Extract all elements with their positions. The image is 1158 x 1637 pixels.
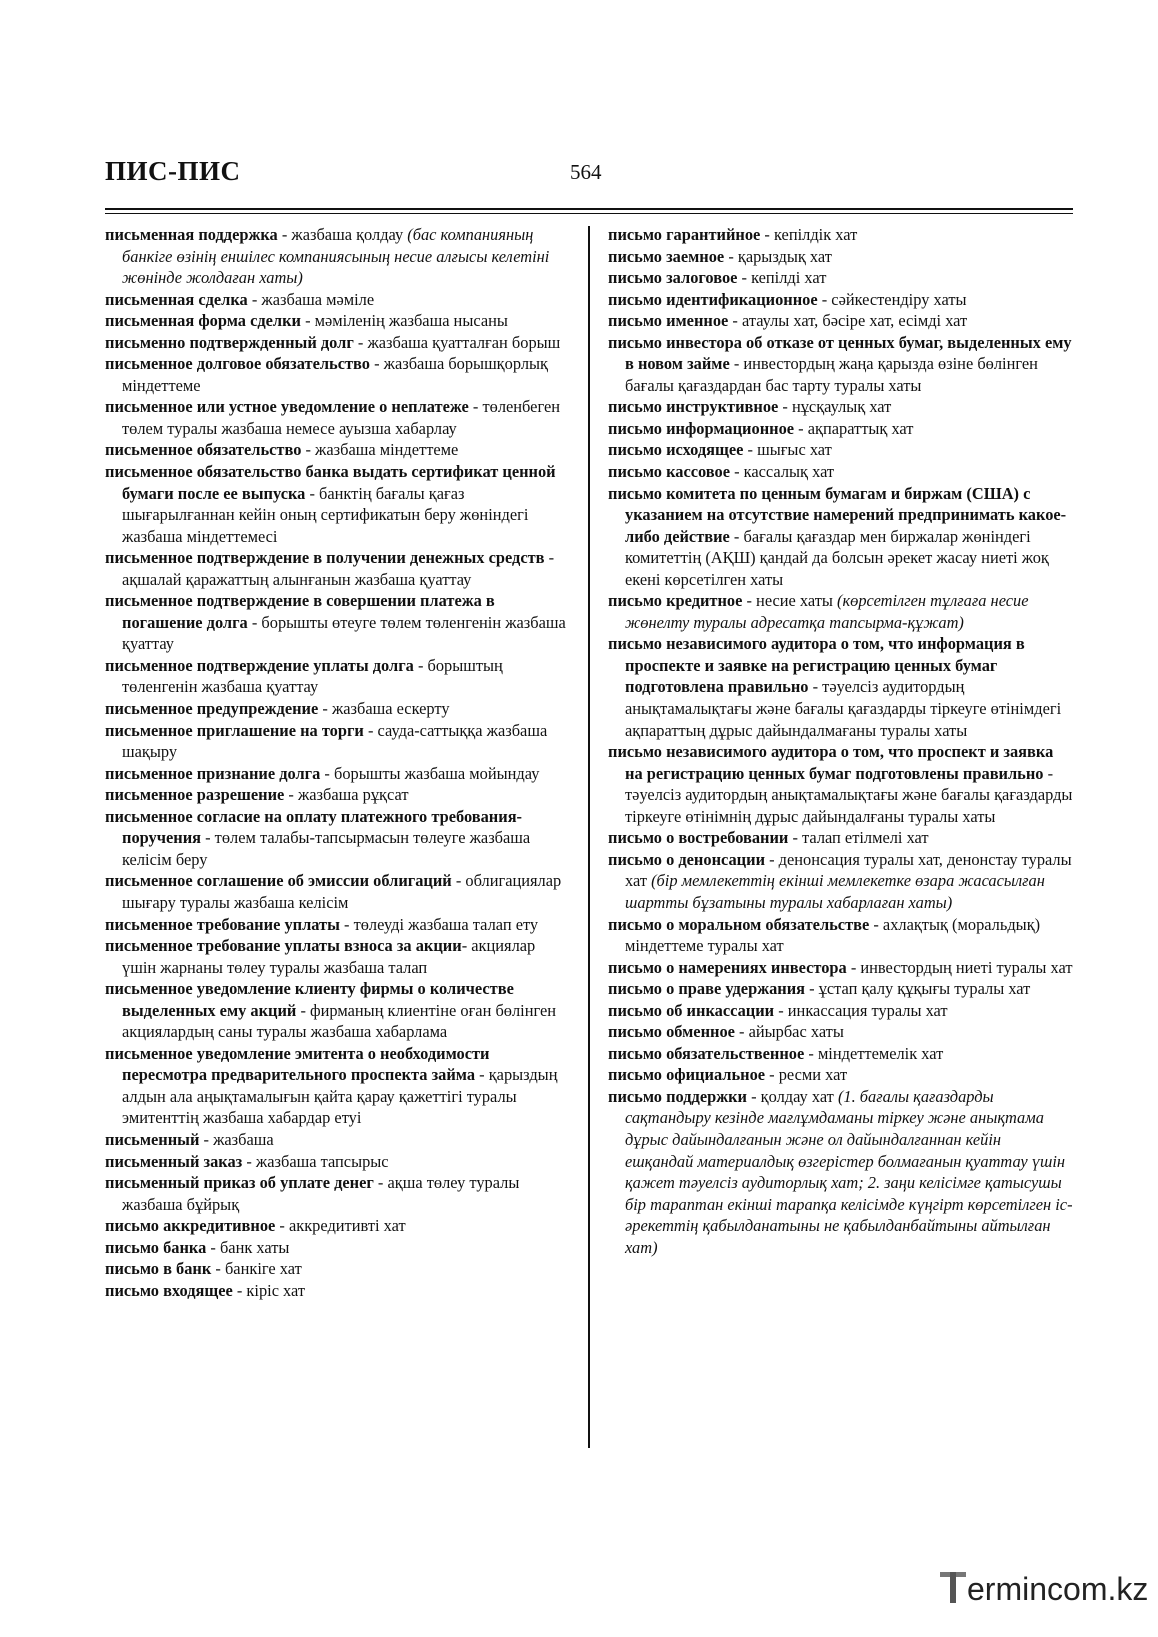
- entry-separator: -: [743, 440, 758, 460]
- entry-term: письмо независимого аудитора о том, что проспект и заявка на регистрацию ценных бумаг подготовлены правильно: [608, 742, 1054, 783]
- dictionary-entry: [105, 1043, 570, 1129]
- dictionary-entry: [608, 332, 1073, 397]
- dictionary-entry: [105, 935, 570, 978]
- entry-term: письмо комитета по ценным бумагам и биржам (США) с указанием на отсутствие намерений предпринимать какое-либо действие: [608, 483, 1067, 546]
- entry-term: письмо исходящее: [608, 440, 744, 460]
- dictionary-entry: [608, 1064, 1073, 1086]
- entry-definition: аккредитивті хат: [288, 1216, 406, 1236]
- entry-term: письмо обменное: [608, 1022, 735, 1042]
- entry-separator: -: [746, 1086, 761, 1106]
- dictionary-entry: [608, 439, 1073, 461]
- entry-term: письменное признание долга: [105, 763, 321, 783]
- entry-definition: борыштың төленгенін жазбаша қуаттау: [122, 655, 503, 697]
- entry-term: письмо о моральном обязательстве: [608, 914, 870, 934]
- entry-definition: ақша төлеу туралы жазбаша бұйрық: [122, 1173, 520, 1214]
- entry-term: письменный приказ об уплате денег: [105, 1173, 374, 1193]
- entry-definition: шығыс хат: [757, 440, 832, 460]
- entry-term: письмо кассовое: [608, 462, 731, 482]
- entry-definition: ахлақтық (моральдық) міндеттеме туралы хат: [625, 914, 1041, 956]
- dictionary-entry: [608, 267, 1073, 289]
- entry-definition: жазбаша мәміле: [261, 289, 375, 309]
- entry-term: письменное обязательство: [105, 440, 302, 460]
- entry-term: письменная форма сделки: [105, 311, 301, 331]
- entry-definition: жазбаша: [213, 1129, 274, 1149]
- dictionary-entry: [608, 310, 1073, 332]
- entry-separator: -: [301, 440, 316, 460]
- entry-definition: төлеуді жазбаша талап ету: [353, 914, 539, 934]
- dictionary-entry: [608, 461, 1073, 483]
- dictionary-entry: [608, 1021, 1073, 1043]
- dictionary-entry: [608, 957, 1073, 979]
- dictionary-entry: [105, 1237, 570, 1259]
- entry-separator: -: [737, 268, 752, 288]
- entry-definition: сәйкестендіру хаты: [831, 289, 967, 309]
- dictionary-entry: [105, 1151, 570, 1173]
- dictionary-entry: [105, 439, 570, 461]
- dictionary-entry: [105, 655, 570, 698]
- entry-term: письменный заказ: [105, 1151, 243, 1171]
- dictionary-entry: [608, 827, 1073, 849]
- dictionary-entry: [608, 418, 1073, 440]
- entry-term: письмо об инкассации: [608, 1000, 775, 1020]
- dictionary-entry: [105, 914, 570, 936]
- entry-term: письменное согласие на оплату платежного требования-поручения: [105, 806, 523, 848]
- entry-term: письменное приглашение на торги: [105, 720, 364, 740]
- entry-separator: -: [774, 1000, 788, 1020]
- entry-separator: -: [760, 225, 774, 244]
- dictionary-entry: [105, 289, 570, 311]
- dictionary-entry: [105, 763, 570, 785]
- entry-term: письменное уведомление эмитента о необходимости пересмотра предварительного проспекта займа: [105, 1043, 490, 1085]
- entry-term: письмо инвестора об отказе от ценных бумаг, выделенных ему в новом займе: [608, 332, 1072, 374]
- entry-separator: -: [461, 936, 472, 956]
- entry-definition: айырбас хаты: [748, 1022, 844, 1042]
- entry-separator: -: [544, 548, 555, 568]
- entry-definition: қарыздың алдын ала аңықтамалығын қайта қарау қажеттігі туралы эмитенттің жазбаша хабардар етуі: [122, 1065, 558, 1128]
- entry-separator: -: [211, 1259, 225, 1279]
- entry-separator: -: [247, 612, 262, 632]
- entry-term: письменно подтвержденный долг: [105, 332, 354, 352]
- entry-term: письмо обязательственное: [608, 1043, 805, 1063]
- dictionary-entry: [105, 224, 570, 289]
- entry-separator: -: [320, 763, 334, 783]
- dictionary-entry: [608, 483, 1073, 591]
- column-divider: [588, 226, 590, 1448]
- entry-definition: кассалық хат: [743, 462, 835, 482]
- entry-separator: -: [729, 526, 744, 546]
- entry-separator: -: [247, 289, 262, 309]
- entry-definition: акциялар үшін жарнаны төлеу туралы жазбаша талап: [122, 936, 536, 977]
- entry-definition: облигациялар шығару туралы жазбаша келісім: [122, 871, 562, 912]
- left-column: [105, 224, 570, 1301]
- entry-definition: ұстап қалу құқығы туралы хат: [818, 979, 1031, 999]
- termincom-watermark: [940, 1570, 1148, 1614]
- entry-definition: ресми хат: [778, 1065, 848, 1085]
- entry-separator: -: [765, 1065, 779, 1085]
- entry-separator: -: [206, 1237, 220, 1257]
- entry-definition: қарыздық хат: [737, 246, 832, 266]
- entry-separator: -: [339, 914, 354, 934]
- entry-definition: мәміленің жазбаша нысаны: [314, 311, 508, 331]
- entry-term: письменное соглашение об эмиссии облигаций: [105, 871, 452, 891]
- entry-separator: -: [846, 957, 861, 977]
- dictionary-entry: [105, 1215, 570, 1237]
- entry-definition: денонсация туралы хат, денонстау туралы хат: [625, 849, 1072, 891]
- entry-separator: -: [817, 289, 832, 309]
- entry-term: письменное предупреждение: [105, 699, 319, 719]
- entry-term: письмо входящее: [105, 1280, 233, 1300]
- entry-term: письмо заемное: [608, 246, 725, 266]
- right-column: [608, 224, 1073, 1258]
- entry-term: письмо официальное: [608, 1065, 766, 1085]
- entry-term: письмо залоговое: [608, 268, 738, 288]
- dictionary-entry: [608, 1000, 1073, 1022]
- entry-definition: кепілдік хат: [773, 225, 858, 244]
- entry-note: (1. бағалы қағаздарды сақтандыру кезінде мағлұмдаманы тіркеу және анықтама дұрыс дайындалғанын және ол дайындалғаннан кейін ешқандай материалдық өзгерістер болмағанын қуаттау үшін қажет тәуелсіз аудиторлық хат; 2. заңи келісімге қатысушы бір тараптан екінші тарапқа келісімде күңгірт көрсетілген іс-әрекеттің қабылданатыны не қабылданбайтыны айтылған хат): [625, 1086, 1073, 1257]
- entry-separator: -: [284, 785, 298, 805]
- entry-definition: жазбаша міндеттеме: [315, 440, 459, 460]
- entry-note: (көрсетілген тұлғаға несие жөнелту туралы адресатқа тапсырма-құжат): [625, 591, 1029, 632]
- entry-separator: -: [413, 655, 428, 675]
- entry-definition: тәуелсіз аудитордың анықтамалықтағы және бағалы қағаздарды тіркеуге өтінімнің дұрыс дайындалғаны туралы хаты: [625, 785, 1073, 826]
- entry-term: письмо информационное: [608, 418, 795, 438]
- dictionary-entry: [105, 310, 570, 332]
- entry-separator: -: [788, 828, 803, 848]
- header-rule-thin: [105, 213, 1073, 214]
- entry-separator: -: [232, 1280, 247, 1300]
- entry-definition: нұсқаулық хат: [791, 397, 892, 417]
- dictionary-entry: [608, 978, 1073, 1000]
- entry-term: письмо кредитное: [608, 591, 743, 611]
- entry-definition: ақшалай қаражаттың алынғанын жазбаша қуаттау: [122, 569, 472, 589]
- entry-definition: міндеттемелік хат: [817, 1043, 944, 1063]
- entry-separator: -: [730, 462, 744, 482]
- entry-definition: төлем талабы-тапсырмасын төлеуге жазбаша келісім беру: [122, 828, 531, 869]
- entry-term: письмо банка: [105, 1237, 207, 1257]
- dictionary-entry: [608, 741, 1073, 827]
- entry-separator: -: [765, 849, 779, 869]
- entry-separator: -: [728, 311, 742, 331]
- entry-term: письменное или устное уведомление о неплатеже: [105, 397, 469, 417]
- entry-separator: -: [296, 1000, 311, 1020]
- entry-term: письмо в банк: [105, 1259, 212, 1279]
- entry-term: письменный: [105, 1129, 200, 1149]
- entry-definition: жазбаша ескерту: [331, 699, 450, 719]
- entry-separator: -: [373, 1173, 388, 1193]
- entry-separator: -: [301, 311, 315, 331]
- entry-separator: -: [242, 1151, 256, 1171]
- dictionary-entry: [608, 224, 1073, 246]
- entry-separator: -: [778, 397, 792, 417]
- entry-term: письменное требование уплаты взноса за акции: [105, 936, 462, 956]
- entry-term: письменное долговое обязательство: [105, 354, 370, 374]
- dictionary-entry: [105, 332, 570, 354]
- entry-definition: жазбаша қолдау: [291, 225, 408, 244]
- entry-definition: инкассация туралы хат: [787, 1000, 948, 1020]
- dictionary-entry: [105, 461, 570, 547]
- dictionary-entry: [105, 720, 570, 763]
- entry-definition: жазбаша борышқорлық міндеттеме: [122, 354, 548, 395]
- entry-definition: фирманың клиентіне оған бөлінген акциялардың саны туралы жазбаша хабарлама: [122, 1000, 557, 1042]
- entry-definition: ақпараттық хат: [807, 418, 914, 438]
- entry-definition: жазбаша қуатталған борыш: [367, 332, 561, 352]
- entry-note: (бас компанияның банкіге өзінің еншілес компаниясының несие алғысы келетіні жөнінде жолдаған хаты): [122, 225, 550, 288]
- dictionary-entry: [608, 289, 1073, 311]
- entry-separator: -: [451, 871, 466, 891]
- entry-separator: -: [201, 828, 215, 848]
- dictionary-entry: [608, 633, 1073, 741]
- entry-term: письмо инструктивное: [608, 397, 779, 417]
- dictionary-entry: [608, 849, 1073, 914]
- dictionary-entry: [105, 806, 570, 871]
- entry-definition: кепілді хат: [751, 268, 827, 288]
- entry-separator: -: [369, 354, 384, 374]
- dictionary-entry: [105, 396, 570, 439]
- entry-definition: атаулы хат, бәсіре хат, есімді хат: [741, 311, 968, 331]
- entry-definition: сауда-саттыққа жазбаша шақыру: [122, 720, 548, 762]
- dictionary-entry: [105, 1129, 570, 1151]
- entry-term: письменное подтверждение в совершении платежа в погашение долга: [105, 591, 495, 632]
- dictionary-entry: [105, 698, 570, 720]
- entry-separator: -: [808, 677, 823, 697]
- entry-term: письмо независимого аудитора о том, что информация в проспекте и заявке на регистрацию ценных бумаг подготовлена правильно: [608, 634, 1025, 697]
- dictionary-entry: [105, 1172, 570, 1215]
- entry-separator: -: [742, 591, 757, 611]
- entry-definition: тәуелсіз аудитордың анықтамалықтағы және бағалы қағаздарды тіркеуге өтінімдегі ақпараттың дұрыс дайындалмағаны туралы хаты: [625, 677, 1062, 740]
- entry-separator: -: [729, 354, 744, 374]
- entry-definition: қолдау хат: [760, 1086, 838, 1106]
- dictionary-entry: [608, 590, 1073, 633]
- entry-definition: инвестордың ниеті туралы хат: [860, 957, 1073, 977]
- entry-separator: -: [363, 720, 378, 740]
- dictionary-entry: [608, 396, 1073, 418]
- entry-definition: жазбаша тапсырыс: [255, 1151, 389, 1171]
- entry-term: письмо аккредитивное: [105, 1216, 276, 1236]
- dictionary-entry: [105, 547, 570, 590]
- entry-term: письмо гарантийное: [608, 225, 761, 244]
- entry-term: письмо именное: [608, 311, 729, 331]
- entry-definition: талап етілмелі хат: [802, 828, 929, 848]
- dictionary-entry: [105, 870, 570, 913]
- entry-separator: -: [869, 914, 883, 934]
- entry-definition: кіріс хат: [246, 1280, 306, 1300]
- entry-term: письмо идентификационное: [608, 289, 818, 309]
- entry-definition: банктің бағалы қағаз шығарылғаннан кейін оның сертификатын беру жөніндегі жазбаша міндеттемесі: [122, 483, 529, 546]
- watermark-domain: .kz: [1107, 1571, 1149, 1607]
- dictionary-entry: [608, 1086, 1073, 1258]
- termincom-t-logo-icon: [940, 1570, 966, 1604]
- entry-definition: жазбаша рұқсат: [297, 785, 409, 805]
- entry-definition: бағалы қағаздар мен биржалар жөніндегі комитеттің (АҚШ) қандай да болсын әрекет жасау ниеті жоқ екені көрсетілген хаты: [625, 526, 1049, 589]
- entry-separator: -: [805, 979, 819, 999]
- entry-term: письмо о праве удержания: [608, 979, 806, 999]
- entry-separator: -: [734, 1022, 749, 1042]
- dictionary-entry: [105, 1280, 570, 1302]
- entry-term: письменное подтверждение в получении денежных средств: [105, 548, 545, 568]
- entry-term: письмо поддержки: [608, 1086, 747, 1106]
- entry-separator: -: [318, 699, 332, 719]
- entry-separator: -: [277, 225, 292, 244]
- entry-term: письменное разрешение: [105, 785, 285, 805]
- entry-separator: -: [794, 418, 808, 438]
- entry-note: (бір мемлекеттің екінші мемлекетке өзара жасасылған шартты бұзатыны туралы хабарлаған хаты): [625, 871, 1045, 912]
- entry-term: письмо о востребовании: [608, 828, 789, 848]
- entry-definition: борышты өтеуге төлем төленгенін жазбаша қуаттау: [122, 612, 566, 654]
- dictionary-entry: [608, 246, 1073, 268]
- dictionary-entry: [105, 1258, 570, 1280]
- entry-separator: -: [475, 1065, 489, 1085]
- dictionary-entry: [105, 353, 570, 396]
- entry-definition: борышты жазбаша мойындау: [333, 763, 540, 783]
- entry-term: письменное требование уплаты: [105, 914, 340, 934]
- entry-term: письменное уведомление клиенту фирмы о количестве выделенных ему акций: [105, 979, 514, 1020]
- entry-separator: -: [468, 397, 483, 417]
- entry-term: письменное обязательство банка выдать сертификат ценной бумаги после ее выпуска: [105, 462, 556, 503]
- entry-separator: -: [804, 1043, 818, 1063]
- entry-term: письменная сделка: [105, 289, 248, 309]
- dictionary-entry: [105, 978, 570, 1043]
- entry-separator: -: [199, 1129, 214, 1149]
- entry-term: письменное подтверждение уплаты долга: [105, 655, 414, 675]
- dictionary-entry: [608, 914, 1073, 957]
- entry-separator: -: [305, 483, 320, 503]
- dictionary-entry: [105, 784, 570, 806]
- entry-definition: банкіге хат: [224, 1259, 302, 1279]
- entry-definition: банк хаты: [219, 1237, 290, 1257]
- entry-term: письмо о намерениях инвестора: [608, 957, 847, 977]
- dictionary-entry: [105, 590, 570, 655]
- header-title: ПИС-ПИС: [105, 156, 241, 186]
- header-rule-thick: [105, 208, 1073, 210]
- entry-term: письменная поддержка: [105, 225, 278, 244]
- entry-separator: -: [275, 1216, 289, 1236]
- entry-term: письмо о денонсации: [608, 849, 766, 869]
- entry-separator: -: [1043, 763, 1054, 783]
- entry-definition: несие хаты: [756, 591, 838, 611]
- entry-separator: -: [724, 246, 738, 266]
- page-number: 564: [570, 160, 602, 184]
- entry-definition: төленбеген төлем туралы жазбаша немесе ауызша хабарлау: [122, 397, 561, 438]
- watermark-text: ermincom: [967, 1571, 1108, 1607]
- dictionary-entry: [608, 1043, 1073, 1065]
- entry-separator: -: [353, 332, 368, 352]
- entry-definition: инвестордың жаңа қарызда өзіне бөлінген бағалы қағаздардан бас тарту туралы хаты: [625, 354, 1038, 395]
